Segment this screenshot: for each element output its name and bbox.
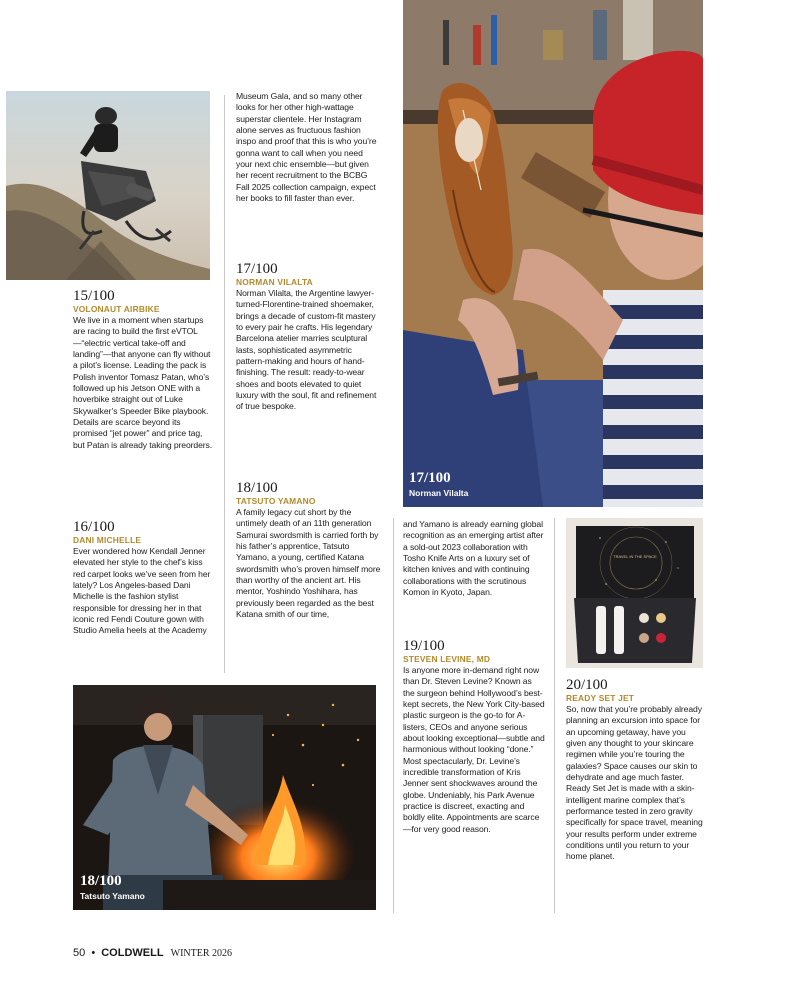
body-18: A family legacy cut short by the untimely death of an 11th generation Samurai swordsmith is carried forth by his father’s apprentice, Tatsuto Yamano, a young, certified Katana swordsmith who’s proven himself more than worthy of the ancient art. His mentor, Yoshindo Yoshihara, has previously been regarded as the best Katana smith of our time,: [236, 507, 381, 620]
box-print: TRAVEL IN THE SPACE: [613, 554, 657, 559]
body-16: Ever wondered how Kendall Jenner elevated her style to the chef’s kiss red carpet looks we’ve seen from her lately? Los Angeles-based Dani Michelle is the fashion stylist responsible for dressing her in that iconic red Fendi Couture gown with Studio Amelia heels at the Academy: [73, 546, 211, 636]
rank-15: 15/100: [73, 288, 115, 304]
body-19: Is anyone more in-demand right now than Dr. Steven Levine? Known as the surgeon behind Hollywood’s best-kept secrets, the New York City-based plastic surgeon is the go-to for A-listers, CEOs and anyone serious about looking exceptional—subtle and harmonious without looking “done.” Most spectacularly, Dr. Levine’s incredible transformation of Kris Jenner sent shockwaves around the globe. Undeniably, his Park Avenue practice is discreet, exacting and boldly elite. Appointments are scarce—for very good reason.: [403, 665, 545, 834]
shoe-photo-caption: [409, 469, 468, 498]
body-20: So, now that you’re probably already planning an excursion into space for an upcoming getaway, have you given any thought to your skincare regimen while you’re touring the galaxies? Space causes our skin to dehydrate and age much faster. Ready Set Jet is made with a skin-intelligent marine complex that’s performance tested in zero gravity specifically for space travel, meaning your results perform under extreme conditions until you return to your home planet.: [566, 704, 703, 862]
page-footer: [73, 947, 232, 959]
hoverbike-photo: [6, 91, 210, 280]
body-18-continued: and Yamano is already earning global recognition as an emerging artist after a sold-out 2023 collaboration with Tosho Knife Arts on a luxury set of kitchen knives and with continuing collaborations with the scrutinous Komon in Kyoto, Japan.: [403, 519, 544, 598]
ready-set-jet-photo: [566, 518, 703, 668]
rank-17: 17/100: [236, 261, 278, 277]
column-rule-3: [554, 518, 555, 913]
shoe-caption-name: Norman Vilalta: [409, 488, 469, 498]
column-rule-2: [393, 518, 394, 913]
name-15: VOLONAUT AIRBIKE: [73, 304, 160, 314]
item-17: [236, 262, 382, 413]
rank-19: 19/100: [403, 638, 445, 654]
rank-18: 18/100: [236, 480, 278, 496]
shoemaker-photo: [403, 0, 703, 507]
item-20: [566, 678, 706, 863]
swordsmith-photo-caption: [80, 872, 145, 901]
name-19: STEVEN LEVINE, MD: [403, 654, 491, 664]
body-15: We live in a moment when startups are racing to build the first eVTOL—“electric vertical take-off and landing”—that anyone can fly without a pilot’s license. Leading the pack is Polish inventor Tomasz Patan, who’s followed up his Jetson ONE with a hoverbike straight out of Luke Skywalker’s Speeder Bike playbook. Details are scarce beyond its promised “jet power” and price tag, but Patan is already taking preorders.: [73, 315, 213, 450]
item-16: [73, 520, 213, 637]
name-16: DANI MICHELLE: [73, 535, 142, 545]
body-16-continued: Museum Gala, and so many other looks for her other high-wattage superstar clientele. Her Instagram alone serves as fructuous fashion inspo and proof that this is who you’re gonna want to call when you need your next chic ensemble—but given her recent recruitment to the BCBG Fall 2025 collection campaign, expect her books to fill faster than ever.: [236, 91, 377, 204]
column-rule-1: [224, 95, 225, 673]
magazine-brand: COLDWELL: [101, 947, 164, 959]
item-15: [73, 289, 213, 451]
rank-16: 16/100: [73, 519, 115, 535]
name-17: NORMAN VILALTA: [236, 277, 313, 287]
footer-bullet: •: [91, 947, 96, 959]
item-18: [236, 481, 382, 620]
name-18: TATSUTO YAMANO: [236, 496, 316, 506]
shoe-caption-rank: 17/100: [409, 470, 451, 486]
body-17: Norman Vilalta, the Argentine lawyer-turned-Florentine-trained shoemaker, brings a decade of custom-fit mastery to every pair he crafts. His legendary Barcelona atelier marries sculptural lasts, sophisticated asymmetric pattern-making and hours of hand-finishing. The result: ready-to-wear shoes and boots elevated to quiet luxury with the soul, fit and refinement of true bespoke.: [236, 288, 377, 412]
smith-caption-name: Tatsuto Yamano: [80, 891, 145, 901]
name-20: READY SET JET: [566, 693, 635, 703]
rank-20: 20/100: [566, 677, 608, 693]
smith-caption-rank: 18/100: [80, 873, 122, 889]
issue-label: WINTER 2026: [170, 948, 233, 959]
item-19: [403, 639, 545, 835]
page-number: 50: [73, 947, 86, 959]
